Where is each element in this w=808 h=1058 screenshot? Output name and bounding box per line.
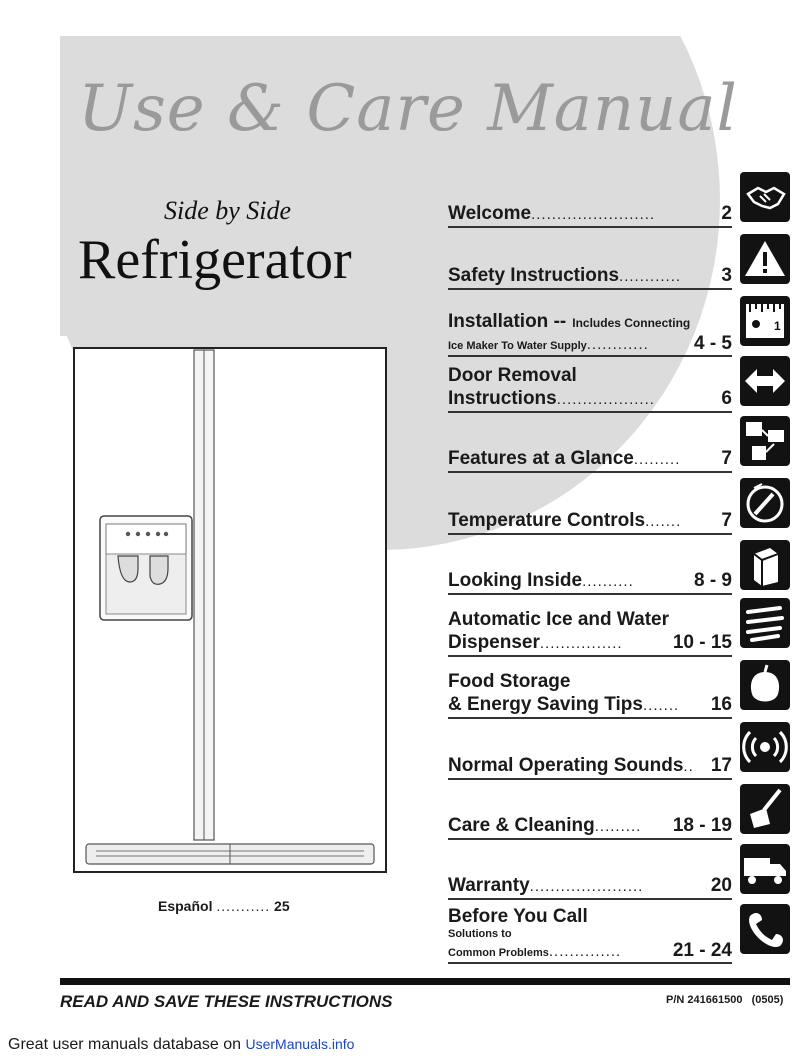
toc-welcome: Welcome ........................ 2 [448, 202, 732, 228]
double-arrow-icon [740, 356, 790, 406]
sound-icon [740, 722, 790, 772]
toc-door-removal: Door Removal Instructions ................... 6 [448, 364, 732, 413]
toc-warranty: Warranty ...................... 20 [448, 874, 732, 900]
ruler-icon [740, 296, 790, 346]
dial-icon [740, 478, 790, 528]
toc-features: Features at a Glance ......... 7 [448, 447, 732, 473]
usermanuals-link[interactable]: UserManuals.info [245, 1036, 355, 1052]
corn-icon [740, 598, 790, 648]
toc-looking-inside: Looking Inside .......... 8 - 9 [448, 569, 732, 595]
toc-temperature-controls: Temperature Controls ....... 7 [448, 509, 732, 535]
bottom-divider [60, 978, 790, 985]
refrigerator-illustration [72, 346, 388, 874]
features-icon [740, 416, 790, 466]
spanish-section-ref: Español ........... 25 [158, 898, 290, 914]
truck-icon [740, 844, 790, 894]
read-save-notice: READ AND SAVE THESE INSTRUCTIONS [60, 992, 393, 1011]
warning-icon [740, 234, 790, 284]
toc-installation: Installation -- Includes Connecting Ice Maker To Water Supply ............ 4 - 5 [448, 310, 732, 357]
toc-care-cleaning: Care & Cleaning ......... 18 - 19 [448, 814, 732, 840]
toc-ice-water-dispenser: Automatic Ice and Water Dispenser ................ 10 - 15 [448, 608, 732, 657]
product-subtitle: Side by Side [164, 196, 292, 225]
cleaning-icon [740, 784, 790, 834]
toc-before-you-call: Before You Call Solutions to Common Problems .............. 21 - 24 [448, 905, 732, 964]
revision: (0505) [751, 994, 784, 1006]
product-name: Refrigerator [78, 229, 352, 291]
toc-safety-instructions: Safety Instructions ............ 3 [448, 264, 732, 290]
toc-operating-sounds: Normal Operating Sounds .. 17 [448, 754, 732, 780]
phone-icon [740, 904, 790, 954]
spanish-page: 25 [274, 898, 290, 914]
svg-text:1: 1 [774, 319, 781, 333]
toc-food-storage: Food Storage & Energy Saving Tips ....... 16 [448, 670, 732, 719]
handshake-icon [740, 172, 790, 222]
part-number: P/N 241661500 (0505) [666, 994, 784, 1006]
pepper-icon [740, 660, 790, 710]
footer-credit: Great user manuals database on UserManuals.info [8, 1036, 355, 1053]
spanish-label: Español [158, 898, 213, 914]
manual-title: Use & Care Manual [78, 72, 738, 146]
box-icon [740, 540, 790, 590]
